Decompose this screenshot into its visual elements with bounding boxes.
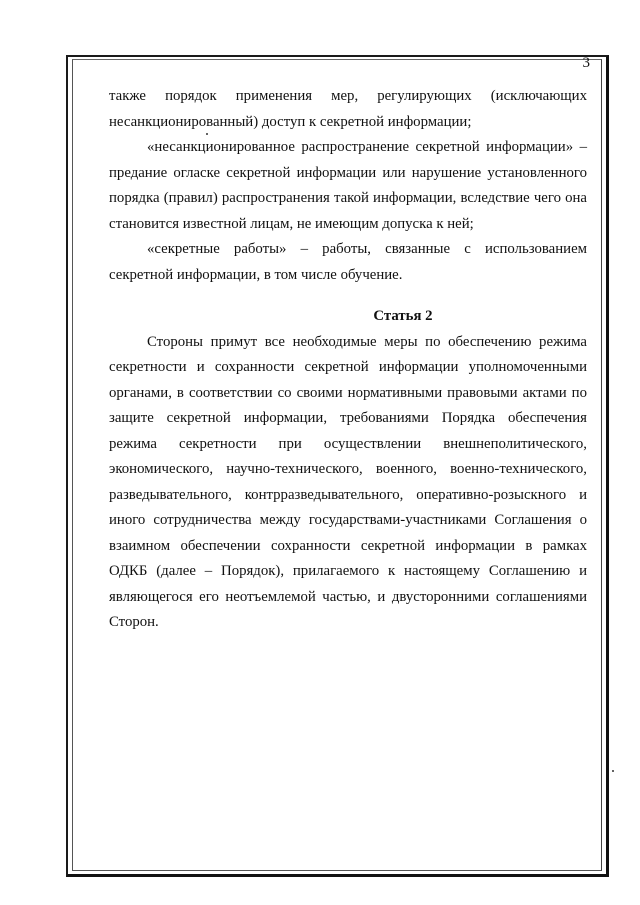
scan-speck xyxy=(612,770,614,772)
article-body: Стороны примут все необходимые меры по обеспечению режима секретности и сохранности секретной информации уполномоченными органами, в соответствии со своими нормативными правовыми актами по защите секретной информации, требованиями Порядка обеспечения режима секретности при осуществлении внешнеполитического, экономического, научно-технического, военного, военно-технического, разведывательного, контрразведывательного, оперативно-розыскного и иного сотрудничества между государствами-участниками Соглашения о взаимном обеспечении сохранности секретной информации в рамках ОДКБ (далее – Порядок), прилагаемого к настоящему Соглашению и являющегося его неотъемлемой частью, и двусторонними соглашениями Сторон. xyxy=(109,333,587,630)
article-heading: Статья 2 xyxy=(373,308,433,324)
scan-speck xyxy=(206,133,208,135)
page-number: 3 xyxy=(582,55,590,71)
paragraph-continuation: также порядок применения мер, регулирующих (исключающих несанкционированный) доступ к секретной информации; xyxy=(109,88,587,130)
paragraph-definition-secret-work: «секретные работы» – работы, связанные с использованием секретной информации, в том числе обучение. xyxy=(109,241,587,283)
paragraph-definition-unauthorized: «несанкционированное распространение секретной информации» – предание огласке секретной информации или нарушение установленного порядка (правил) распространения такой информации, вследствие чего она становится известной лицам, не имеющим допуска к ней; xyxy=(109,139,587,232)
document-body xyxy=(109,84,587,636)
